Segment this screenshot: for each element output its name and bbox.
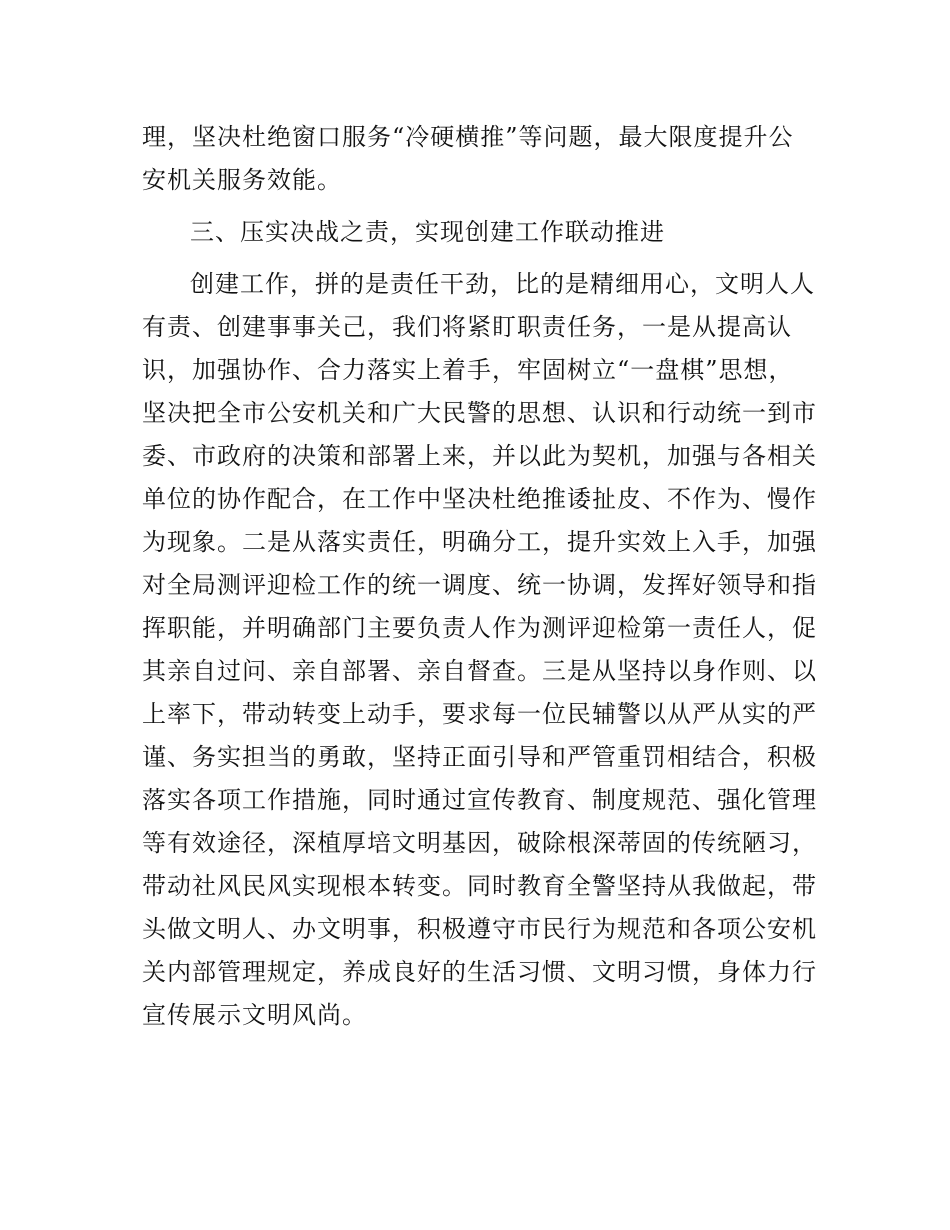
paragraph-line-18: 宣传展示文明风尚。 xyxy=(142,1001,367,1029)
paragraph-line-5: 委、市政府的决策和部署上来，并以此为契机，加强与各相关 xyxy=(142,442,817,470)
paragraph-line-15: 带动社风民风实现根本转变。同时教育全警坚持从我做起，带 xyxy=(142,872,817,900)
paragraph-line-3: 识，加强协作、合力落实上着手，牢固树立“一盘棋”思想， xyxy=(142,356,794,384)
paragraph-line-16: 头做文明人、办文明事，积极遵守市民行为规范和各项公安机 xyxy=(142,915,817,943)
paragraph-line-1: 创建工作，拼的是责任干劲，比的是精细用心，文明人人 xyxy=(190,270,815,298)
paragraph-line-8: 对全局测评迎检工作的统一调度、统一协调，发挥好领导和指 xyxy=(142,571,817,599)
paragraph-line-4: 坚决把全市公安机关和广大民警的思想、认识和行动统一到市 xyxy=(142,399,817,427)
paragraph-line-6: 单位的协作配合，在工作中坚决杜绝推诿扯皮、不作为、慢作 xyxy=(142,485,817,513)
paragraph-line-7: 为现象。二是从落实责任，明确分工，提升实效上入手，加强 xyxy=(142,528,817,556)
continuation-line-1: 理，坚决杜绝窗口服务“冷硬横推”等问题，最大限度提升公 xyxy=(142,123,794,151)
paragraph-line-12: 谨、务实担当的勇敢，坚持正面引导和严管重罚相结合，积极 xyxy=(142,743,817,771)
paragraph-line-14: 等有效途径，深植厚培文明基因，破除根深蒂固的传统陋习， xyxy=(142,829,817,857)
paragraph-line-2: 有责、创建事事关己，我们将紧盯职责任务，一是从提高认 xyxy=(142,313,792,341)
document-body xyxy=(142,116,817,1037)
continuation-line-2: 安机关服务效能。 xyxy=(142,166,342,194)
paragraph-line-17: 关内部管理规定，养成良好的生活习惯、文明习惯，身体力行 xyxy=(142,958,817,986)
paragraph-line-9: 挥职能，并明确部门主要负责人作为测评迎检第一责任人，促 xyxy=(142,614,817,642)
section-heading: 三、压实决战之责，实现创建工作联动推进 xyxy=(190,218,665,246)
paragraph-line-13: 落实各项工作措施，同时通过宣传教育、制度规范、强化管理 xyxy=(142,786,817,814)
paragraph-line-11: 上率下，带动转变上动手，要求每一位民辅警以从严从实的严 xyxy=(142,700,817,728)
paragraph-line-10: 其亲自过问、亲自部署、亲自督查。三是从坚持以身作则、以 xyxy=(142,657,817,685)
